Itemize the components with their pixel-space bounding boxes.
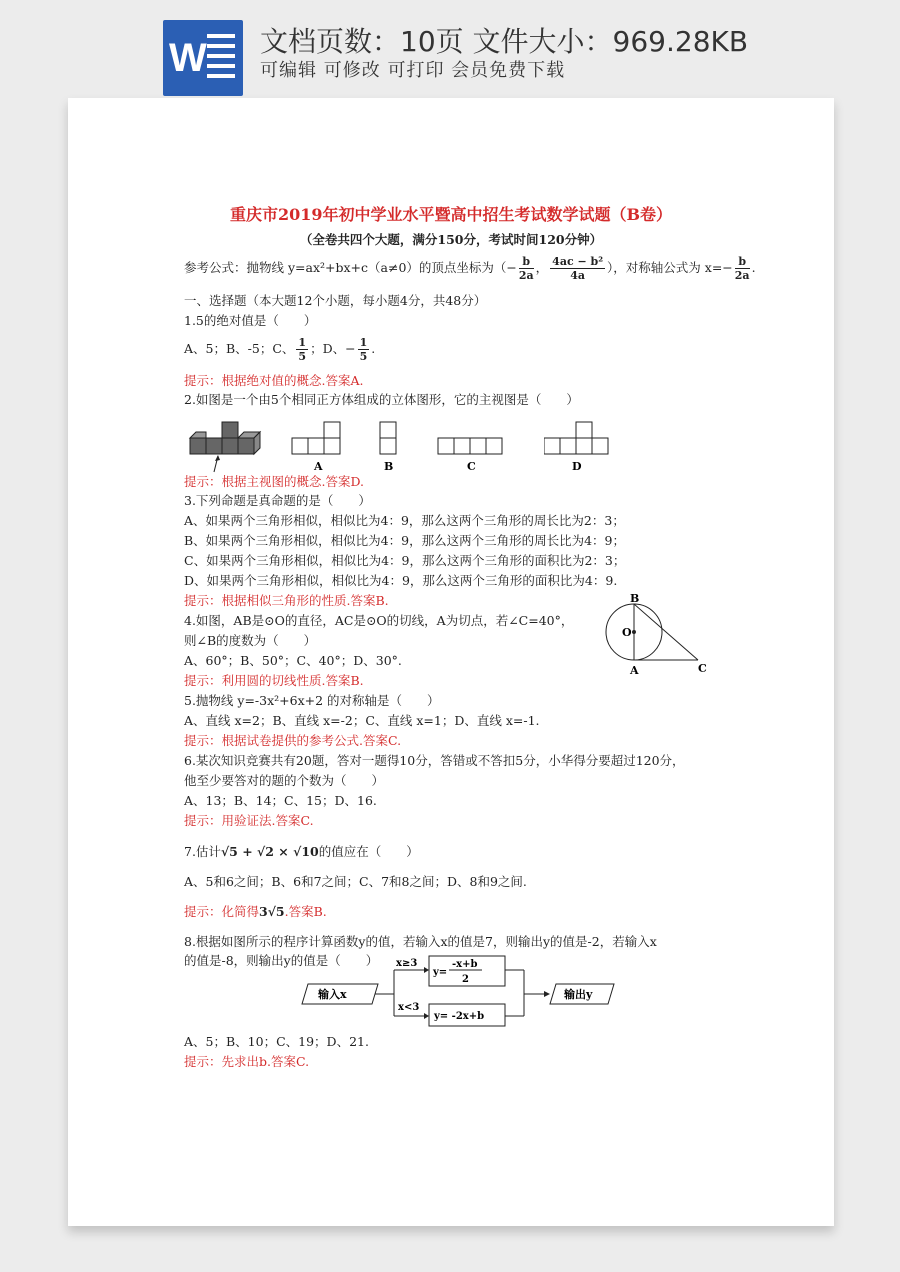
flow-input-label: 输入x xyxy=(318,988,347,1001)
section-heading: 一、选择题（本大题12个小题，每小题4分，共48分） xyxy=(184,293,487,308)
doc-subtitle: （全卷共四个大题，满分150分，考试时间120分钟） xyxy=(299,232,603,247)
question-4-circle-figure xyxy=(598,592,718,682)
question-3-option-c: C、如果两个三角形相似，相似比为4：9，那么这两个三角形的面积比为2：3； xyxy=(184,553,626,568)
question-4-hint: 提示：利用圆的切线性质.答案B. xyxy=(184,673,364,688)
question-4: 4.如图，AB是⊙O的直径，AC是⊙O的切线，A为切点，若∠C=40°， xyxy=(184,613,574,628)
question-8-options: A、5；B、10；C、19；D、21. xyxy=(184,1034,369,1049)
question-3-option-b: B、如果两个三角形相似，相似比为4：9，那么这两个三角形的周长比为4：9； xyxy=(184,533,625,548)
point-o-label: O xyxy=(622,626,632,639)
flow-top-prefix: y= xyxy=(433,967,448,978)
word-logo-letter: W xyxy=(169,36,207,80)
question-3: 3.下列命题是真命题的是（ ） xyxy=(184,493,371,508)
question-2-figure xyxy=(184,414,524,476)
flow-top-num: -x+b xyxy=(452,959,478,970)
doc-title: 重庆市2019年初中学业水平暨高中招生考试数学试题（B卷） xyxy=(229,205,673,224)
question-1-hint: 提示：根据绝对值的概念.答案A. xyxy=(184,373,364,388)
question-7-options: A、5和6之间；B、6和7之间；C、7和8之间；D、8和9之间. xyxy=(184,874,527,889)
flow-bot-formula: y= -2x+b xyxy=(434,1011,485,1022)
question-1-options: A、5；B、-5；C、 $\frac{1}{5}$ ；D、− $\frac{1}{5}$ . xyxy=(184,336,376,363)
reference-formula: 参考公式：抛物线 y=ax²+bx+c（a≠0）的顶点坐标为（− $\frac{b}{2a}$ ， $\frac{\text{4ac − b²}}{4a}$ ），对称轴公式为 x=− $\frac{b}{2a}$ . xyxy=(184,255,756,282)
figure-label-b: B xyxy=(384,460,394,473)
question-3-option-a: A、如果两个三角形相似，相似比为4：9，那么这两个三角形的周长比为2：3； xyxy=(184,513,625,528)
header-bar xyxy=(0,0,900,100)
figure-label-a: A xyxy=(314,460,323,473)
document-page xyxy=(68,98,834,1226)
question-5-options: A、直线 x=2；B、直线 x=-2；C、直线 x=1；D、直线 x=-1. xyxy=(184,713,540,728)
question-2-hint: 提示：根据主视图的概念.答案D. xyxy=(184,474,365,489)
question-6-hint: 提示：用验证法.答案C. xyxy=(184,813,314,828)
question-6: 6.某次知识竞赛共有20题，答对一题得10分，答错或不答扣5分，小华得分要超过120分， xyxy=(184,753,685,768)
question-8-cont: 的值是-8，则输出y的值是（ ） xyxy=(184,953,379,968)
question-4-options: A、60°；B、50°；C、40°；D、30°. xyxy=(184,653,402,668)
question-6-cont: 他至少要答对的题的个数为（ ） xyxy=(184,773,385,788)
question-5: 5.抛物线 y=-3x²+6x+2 的对称轴是（ ） xyxy=(184,693,440,708)
question-2: 2.如图是一个由5个相同正方体组成的立体图形，它的主视图是（ ） xyxy=(184,392,579,407)
flow-top-den: 2 xyxy=(462,974,469,985)
question-4-cont: 则∠B的度数为（ ） xyxy=(184,633,317,648)
feature-list: 可编辑 可修改 可打印 会员免费下载 xyxy=(260,60,566,81)
question-3-hint: 提示：根据相似三角形的性质.答案B. xyxy=(184,593,389,608)
figure-label-c: C xyxy=(467,460,476,473)
figure-label-d: D xyxy=(572,460,582,473)
question-8-hint: 提示：先求出b.答案C. xyxy=(184,1054,310,1069)
question-7: 7.估计√5 + √2 × √10的值应在（ ） xyxy=(184,844,419,859)
flow-output-label: 输出y xyxy=(564,988,593,1001)
question-3-option-d: D、如果两个三角形相似，相似比为4：9，那么这两个三角形的面积比为4：9. xyxy=(184,573,618,588)
flow-cond-bot: x<3 xyxy=(398,1002,420,1013)
flow-cond-top: x≥3 xyxy=(396,958,418,969)
question-8-flowchart xyxy=(298,954,618,1030)
question-1: 1.5的绝对值是（ ） xyxy=(184,313,317,328)
question-8: 8.根据如图所示的程序计算函数y的值，若输入x的值是7，则输出y的值是-2，若输入x xyxy=(184,934,657,949)
question-7-hint: 提示：化简得3√5.答案B. xyxy=(184,904,327,919)
point-b-label: B xyxy=(630,592,640,605)
question-2-option-d-figure xyxy=(544,414,624,476)
word-document-icon xyxy=(163,20,243,96)
point-c-label: C xyxy=(698,662,707,675)
question-5-hint: 提示：根据试卷提供的参考公式.答案C. xyxy=(184,733,402,748)
document-info: 文档页数：10页 文件大小：969.28KB xyxy=(260,25,749,58)
point-a-label: A xyxy=(630,664,639,677)
question-6-options: A、13；B、14；C、15；D、16. xyxy=(184,793,377,808)
